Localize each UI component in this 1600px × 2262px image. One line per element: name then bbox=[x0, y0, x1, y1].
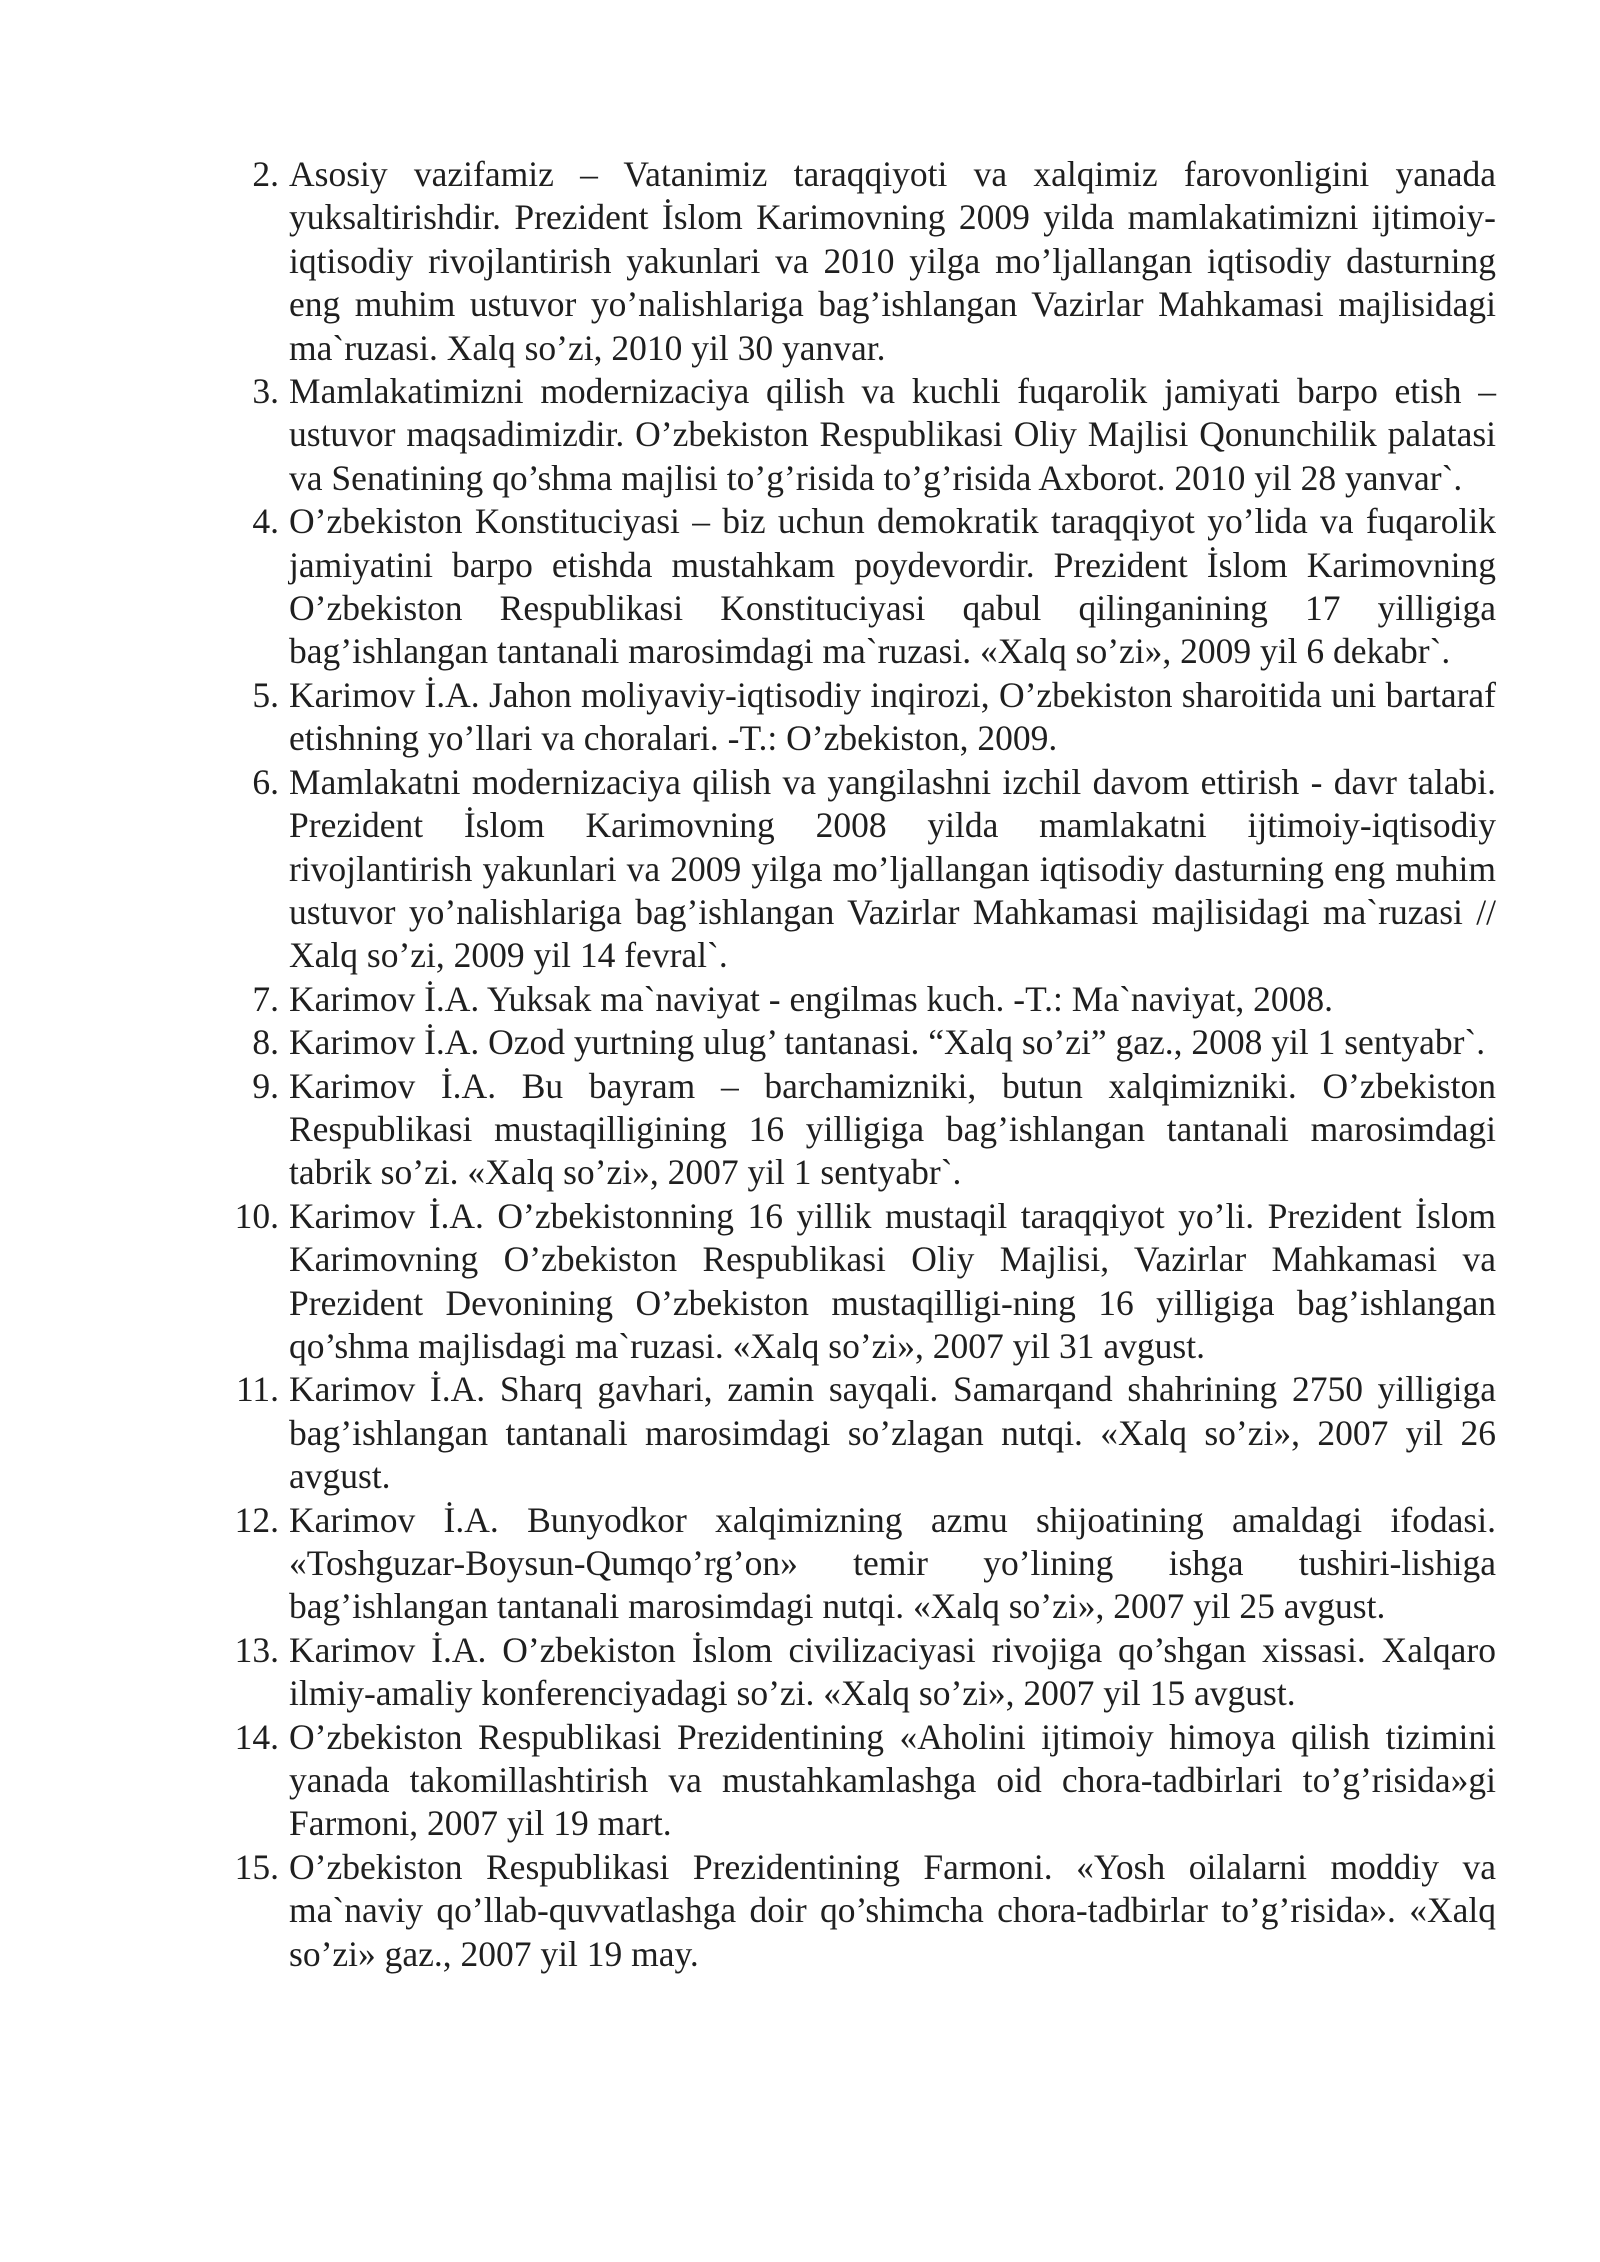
list-item bbox=[229, 1846, 1496, 1976]
list-item-number: 7. bbox=[252, 978, 279, 1019]
list-item-text: O’zbekiston Respublikasi Prezidentining «Aholini ijtimoiy himoya qilish tizimini yanada takomillashtirish va mustahkamlashga oid chora-tadbirlari to’g’risida»gi Farmoni, 2007 yil 19 mart. bbox=[289, 1716, 1496, 1844]
list-item bbox=[229, 1021, 1496, 1064]
reference-list bbox=[229, 153, 1496, 1976]
list-item bbox=[229, 370, 1496, 500]
list-item-text: Karimov İ.A. Jahon moliyaviy-iqtisodiy inqirozi, O’zbekiston sharoitida uni bartaraf etishning yo’llari va choralari. -T.: O’zbekiston, 2009. bbox=[289, 674, 1496, 759]
list-item bbox=[229, 1629, 1496, 1716]
list-item bbox=[229, 1368, 1496, 1498]
list-item bbox=[229, 1065, 1496, 1195]
list-item bbox=[229, 1716, 1496, 1846]
list-item-text: Mamlakatni modernizaciya qilish va yangilashni izchil davom ettirish - davr talabi. Prezident İslom Karimovning 2008 yilda mamlakatni ijtimoiy-iqtisodiy rivojlantirish yakunlari va 2009 yilga mo’ljallangan iqtisodiy dasturning eng muhim ustuvor yo’nalishlariga bag’ishlangan Vazirlar Mahkamasi majlisidagi ma`ruzasi // Xalq so’zi, 2009 yil 14 fevral`. bbox=[289, 761, 1496, 976]
list-item bbox=[229, 1499, 1496, 1629]
list-item-number: 6. bbox=[252, 761, 279, 802]
list-item-number: 8. bbox=[252, 1022, 279, 1063]
list-item-number: 4. bbox=[252, 501, 279, 542]
list-item bbox=[229, 978, 1496, 1021]
list-item-text: Karimov İ.A. Yuksak ma`naviyat - engilmas kuch. -T.: Ma`naviyat, 2008. bbox=[289, 978, 1334, 1019]
list-item-number: 10. bbox=[234, 1195, 279, 1236]
list-item-text: Karimov İ.A. Ozod yurtning ulug’ tantanasi. “Xalq so’zi” gaz., 2008 yil 1 sentyabr`. bbox=[289, 1022, 1486, 1063]
list-item-number: 11. bbox=[235, 1369, 279, 1410]
list-item-text: O’zbekiston Respublikasi Prezidentining Farmoni. «Yosh oilalarni moddiy va ma`naviy qo’llab-quvvatlashga doir qo’shimcha chora-tadbirlar to’g’risida». «Xalq so’zi» gaz., 2007 yil 19 may. bbox=[289, 1846, 1496, 1974]
list-item-number: 5. bbox=[252, 674, 279, 715]
list-item-text: Mamlakatimizni modernizaciya qilish va kuchli fuqarolik jamiyati barpo etish – ustuvor maqsadimizdir. O’zbekiston Respublikasi Oliy Majlisi Qonunchilik palatasi va Senatining qo’shma majlisi to’g’risida to’g’risida Axborot. 2010 yil 28 yanvar`. bbox=[289, 371, 1496, 498]
list-item-text: Karimov İ.A. O’zbekistonning 16 yillik mustaqil taraqqiyot yo’li. Prezident İslom Karimovning O’zbekiston Respublikasi Oliy Majlisi, Vazirlar Mahkamasi va Prezident Devonining O’zbekiston mustaqilligi-ning 16 yilligiga bag’ishlangan qo’shma majlisdagi ma`ruzasi. «Xalq so’zi», 2007 yil 31 avgust. bbox=[289, 1195, 1496, 1366]
list-item-text: O’zbekiston Konstituciyasi – biz uchun demokratik taraqqiyot yo’lida va fuqarolik jamiyatini barpo etishda mustahkam poydevordir. Prezident İslom Karimovning O’zbekiston Respublikasi Konstituciyasi qabul qilinganining 17 yilligiga bag’ishlangan tantanali marosimdagi ma`ruzasi. «Xalq so’zi», 2009 yil 6 dekabr`. bbox=[289, 501, 1496, 672]
list-item bbox=[229, 761, 1496, 978]
list-item-number: 2. bbox=[252, 154, 279, 194]
list-item-number: 13. bbox=[234, 1629, 279, 1670]
list-item bbox=[229, 153, 1496, 370]
list-item-number: 9. bbox=[252, 1065, 279, 1106]
list-item-text: Karimov İ.A. Bu bayram – barchamizniki, butun xalqimizniki. O’zbekiston Respublikasi mustaqilligining 16 yilligiga bag’ishlangan tantanali marosimdagi tabrik so’zi. «Xalq so’zi», 2007 yil 1 sentyabr`. bbox=[289, 1065, 1496, 1193]
list-item bbox=[229, 674, 1496, 761]
list-item bbox=[229, 1195, 1496, 1369]
list-item-number: 15. bbox=[234, 1846, 279, 1887]
list-item-text: Asosiy vazifamiz – Vatanimiz taraqqiyoti va xalqimiz farovonligini yanada yuksaltirishdir. Prezident İslom Karimovning 2009 yilda mamlakatimizni ijtimoiy-iqtisodiy rivojlantirish yakunlari va 2010 yilga mo’ljallangan iqtisodiy dasturning eng muhim ustuvor yo’nalishlariga bag’ishlangan Vazirlar Mahkamasi majlisidagi ma`ruzasi. Xalq so’zi, 2010 yil 30 yanvar. bbox=[289, 154, 1496, 368]
list-item-number: 3. bbox=[252, 371, 279, 412]
list-item-text: Karimov İ.A. Sharq gavhari, zamin sayqali. Samarqand shahrining 2750 yilligiga bag’ishlangan tantanali marosimdagi so’zlagan nutqi. «Xalq so’zi», 2007 yil 26 avgust. bbox=[289, 1369, 1496, 1497]
list-item-text: Karimov İ.A. O’zbekiston İslom civilizaciyasi rivojiga qo’shgan xissasi. Xalqaro ilmiy-amaliy konferenciyadagi so’zi. «Xalq so’zi», 2007 yil 15 avgust. bbox=[289, 1629, 1496, 1714]
list-item-number: 14. bbox=[234, 1716, 279, 1757]
list-item-number: 12. bbox=[234, 1499, 279, 1540]
list-item bbox=[229, 500, 1496, 674]
list-item-text: Karimov İ.A. Bunyodkor xalqimizning azmu shijoatining amaldagi ifodasi. «Toshguzar-Boysun-Qumqo’rg’on» temir yo’lining ishga tushiri-lishiga bag’ishlangan tantanali marosimdagi nutqi. «Xalq so’zi», 2007 yil 25 avgust. bbox=[289, 1499, 1496, 1627]
